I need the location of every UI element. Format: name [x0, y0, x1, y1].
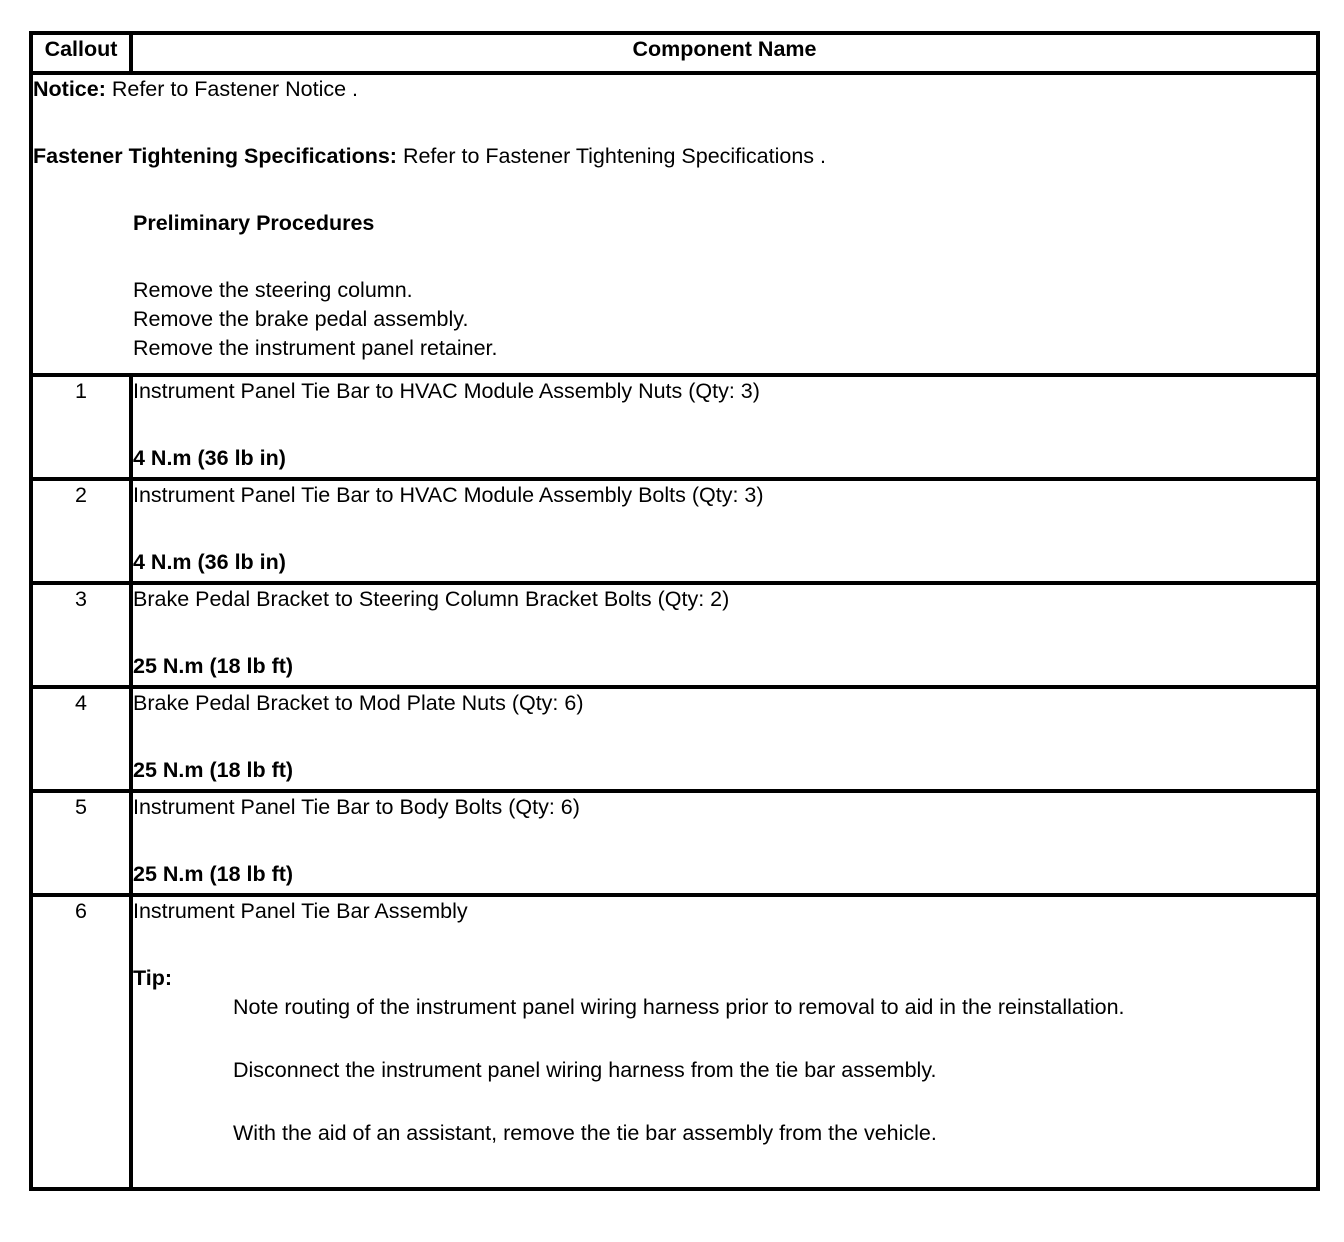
callout-number: 1	[31, 375, 131, 479]
component-cell	[131, 375, 1318, 479]
table-row	[31, 375, 1318, 479]
table-row	[31, 791, 1318, 895]
preliminary-step: Remove the instrument panel retainer.	[133, 336, 498, 360]
tip-item: Disconnect the instrument panel wiring harness from the tie bar assembly.	[233, 1058, 937, 1082]
table-row	[31, 687, 1318, 791]
table-row	[31, 895, 1318, 1189]
torque-spec: 25 N.m (18 lb ft)	[133, 758, 294, 782]
component-cell	[131, 687, 1318, 791]
component-name: Instrument Panel Tie Bar to Body Bolts (Qty: 6)	[133, 795, 580, 819]
tip-item: With the aid of an assistant, remove the tie bar assembly from the vehicle.	[233, 1121, 937, 1145]
callout-number: 3	[31, 583, 131, 687]
component-name: Brake Pedal Bracket to Steering Column Bracket Bolts (Qty: 2)	[133, 587, 730, 611]
component-table	[29, 31, 1320, 1191]
component-cell	[131, 791, 1318, 895]
notice-text: Refer to Fastener Notice .	[105, 77, 359, 101]
component-name: Instrument Panel Tie Bar to HVAC Module Assembly Bolts (Qty: 3)	[133, 483, 764, 507]
preliminary-step: Remove the steering column.	[133, 278, 413, 302]
torque-spec: 25 N.m (18 lb ft)	[133, 862, 294, 886]
notice-row	[31, 73, 1318, 375]
tip-label: Tip:	[133, 966, 173, 990]
component-name-column-header: Component Name	[131, 33, 1318, 73]
preliminary-step: Remove the brake pedal assembly.	[133, 307, 469, 331]
component-name: Brake Pedal Bracket to Mod Plate Nuts (Qty: 6)	[133, 691, 584, 715]
torque-spec: 4 N.m (36 lb in)	[133, 446, 286, 470]
component-name: Instrument Panel Tie Bar Assembly	[133, 899, 468, 923]
component-cell	[131, 479, 1318, 583]
notice-line	[33, 75, 1316, 104]
table-row	[31, 479, 1318, 583]
callout-number: 2	[31, 479, 131, 583]
tip-item: Note routing of the instrument panel wiring harness prior to removal to aid in the reinstallation.	[233, 995, 1125, 1019]
notice-cell	[31, 73, 1318, 375]
fastener-spec-label: Fastener Tightening Specifications:	[33, 144, 397, 168]
fastener-spec-text: Refer to Fastener Tightening Specifications .	[396, 144, 827, 168]
fastener-spec-line	[33, 142, 1316, 171]
callout-number: 4	[31, 687, 131, 791]
torque-spec: 4 N.m (36 lb in)	[133, 550, 286, 574]
component-cell	[131, 895, 1318, 1189]
component-cell	[131, 583, 1318, 687]
table-row	[31, 583, 1318, 687]
table-header-row	[31, 33, 1318, 73]
callout-number: 5	[31, 791, 131, 895]
callout-number: 6	[31, 895, 131, 1189]
component-name: Instrument Panel Tie Bar to HVAC Module Assembly Nuts (Qty: 3)	[133, 379, 760, 403]
preliminary-procedures-title: Preliminary Procedures	[133, 211, 375, 235]
notice-label: Notice:	[33, 77, 106, 101]
torque-spec: 25 N.m (18 lb ft)	[133, 654, 294, 678]
callout-column-header: Callout	[31, 33, 131, 73]
